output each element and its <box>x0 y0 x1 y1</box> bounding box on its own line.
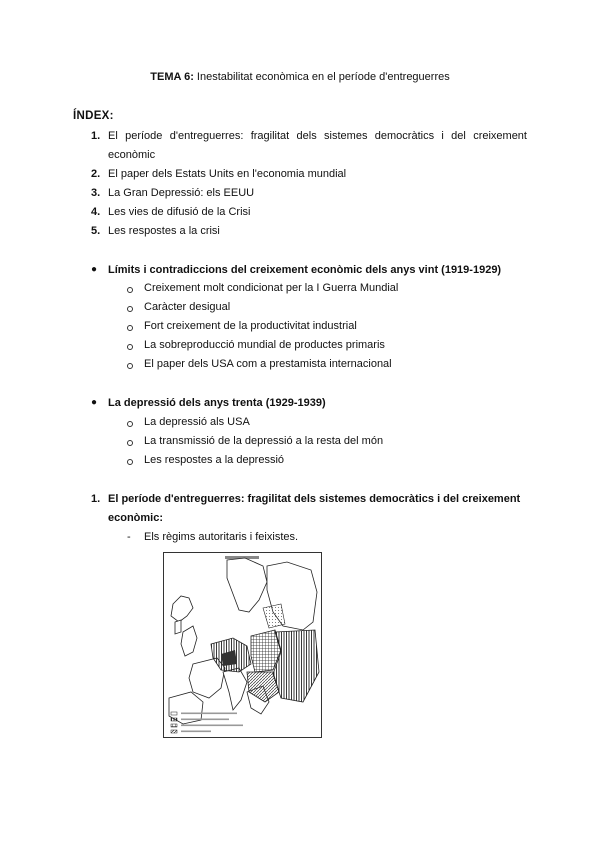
outline-item-text: La sobreproducció mundial de productes primaris <box>144 339 385 351</box>
outline-item-text: Creixement molt condicionat per la I Guerra Mundial <box>144 282 399 294</box>
page-title <box>0 71 600 83</box>
index-heading: ÍNDEX: <box>73 110 114 122</box>
circle-bullet-icon <box>127 363 133 369</box>
index-item-text: Les respostes a la crisi <box>108 225 220 237</box>
index-item-number: 4. <box>91 206 101 218</box>
dash-bullet: - <box>127 531 131 543</box>
outline-item-text: Caràcter desigual <box>144 301 231 313</box>
section-heading <box>91 490 527 528</box>
outline-heading <box>91 397 326 409</box>
bullet-icon: ● <box>91 397 98 408</box>
outline-item-text: El paper dels USA com a prestamista internacional <box>144 358 392 370</box>
circle-bullet-icon <box>127 421 133 427</box>
index-item-number: 3. <box>91 187 101 199</box>
circle-bullet-icon <box>127 325 133 331</box>
outline-item-text: La depressió als USA <box>144 416 250 428</box>
outline-item <box>127 320 357 332</box>
index-item <box>91 203 527 222</box>
index-item-text: La Gran Depressió: els EEUU <box>108 187 255 199</box>
outline-item <box>127 282 398 294</box>
outline-item-text: La transmissió de la depressió a la resta del món <box>144 435 384 447</box>
title-prefix: TEMA 6: <box>150 71 194 83</box>
outline-item-text: Les respostes a la depressió <box>144 454 285 466</box>
title-text: Inestabilitat econòmica en el període d'entreguerres <box>196 71 450 83</box>
circle-bullet-icon <box>127 459 133 465</box>
europe-map-figure <box>163 552 322 738</box>
circle-bullet-icon <box>127 306 133 312</box>
section-heading-text: El període d'entreguerres: fragilitat dels sistemes democràtics i del creixement econòmic: <box>108 493 521 524</box>
index-item-text: Les vies de difusió de la Crisi <box>108 206 251 218</box>
index-item <box>91 127 527 165</box>
outline-heading-text: La depressió dels anys trenta (1929-1939) <box>108 397 326 409</box>
outline-heading <box>91 264 501 276</box>
outline-item-text: Fort creixement de la productivitat industrial <box>144 320 357 332</box>
index-item-number: 2. <box>91 168 101 180</box>
index-item <box>91 222 527 241</box>
bullet-icon: ● <box>91 264 98 275</box>
outline-item <box>127 301 230 313</box>
outline-item <box>127 454 284 466</box>
index-item-number: 1. <box>91 130 101 142</box>
outline-item <box>127 358 392 370</box>
index-item-text: El paper dels Estats Units en l'economia mundial <box>108 168 347 180</box>
index-item-number: 5. <box>91 225 101 237</box>
section-number: 1. <box>91 493 101 505</box>
circle-bullet-icon <box>127 344 133 350</box>
outline-item <box>127 416 250 428</box>
section-point <box>127 531 298 543</box>
outline-item <box>127 435 383 447</box>
outline-item <box>127 339 385 351</box>
section-point-text: Els règims autoritaris i feixistes. <box>144 531 299 543</box>
index-item <box>91 165 527 184</box>
outline-heading-text: Límits i contradiccions del creixement econòmic dels anys vint (1919-1929) <box>108 264 502 276</box>
index-item-text: El període d'entreguerres: fragilitat dels sistemes democràtics i del creixement econòmic <box>108 130 527 161</box>
index-item <box>91 184 527 203</box>
circle-bullet-icon <box>127 287 133 293</box>
circle-bullet-icon <box>127 440 133 446</box>
